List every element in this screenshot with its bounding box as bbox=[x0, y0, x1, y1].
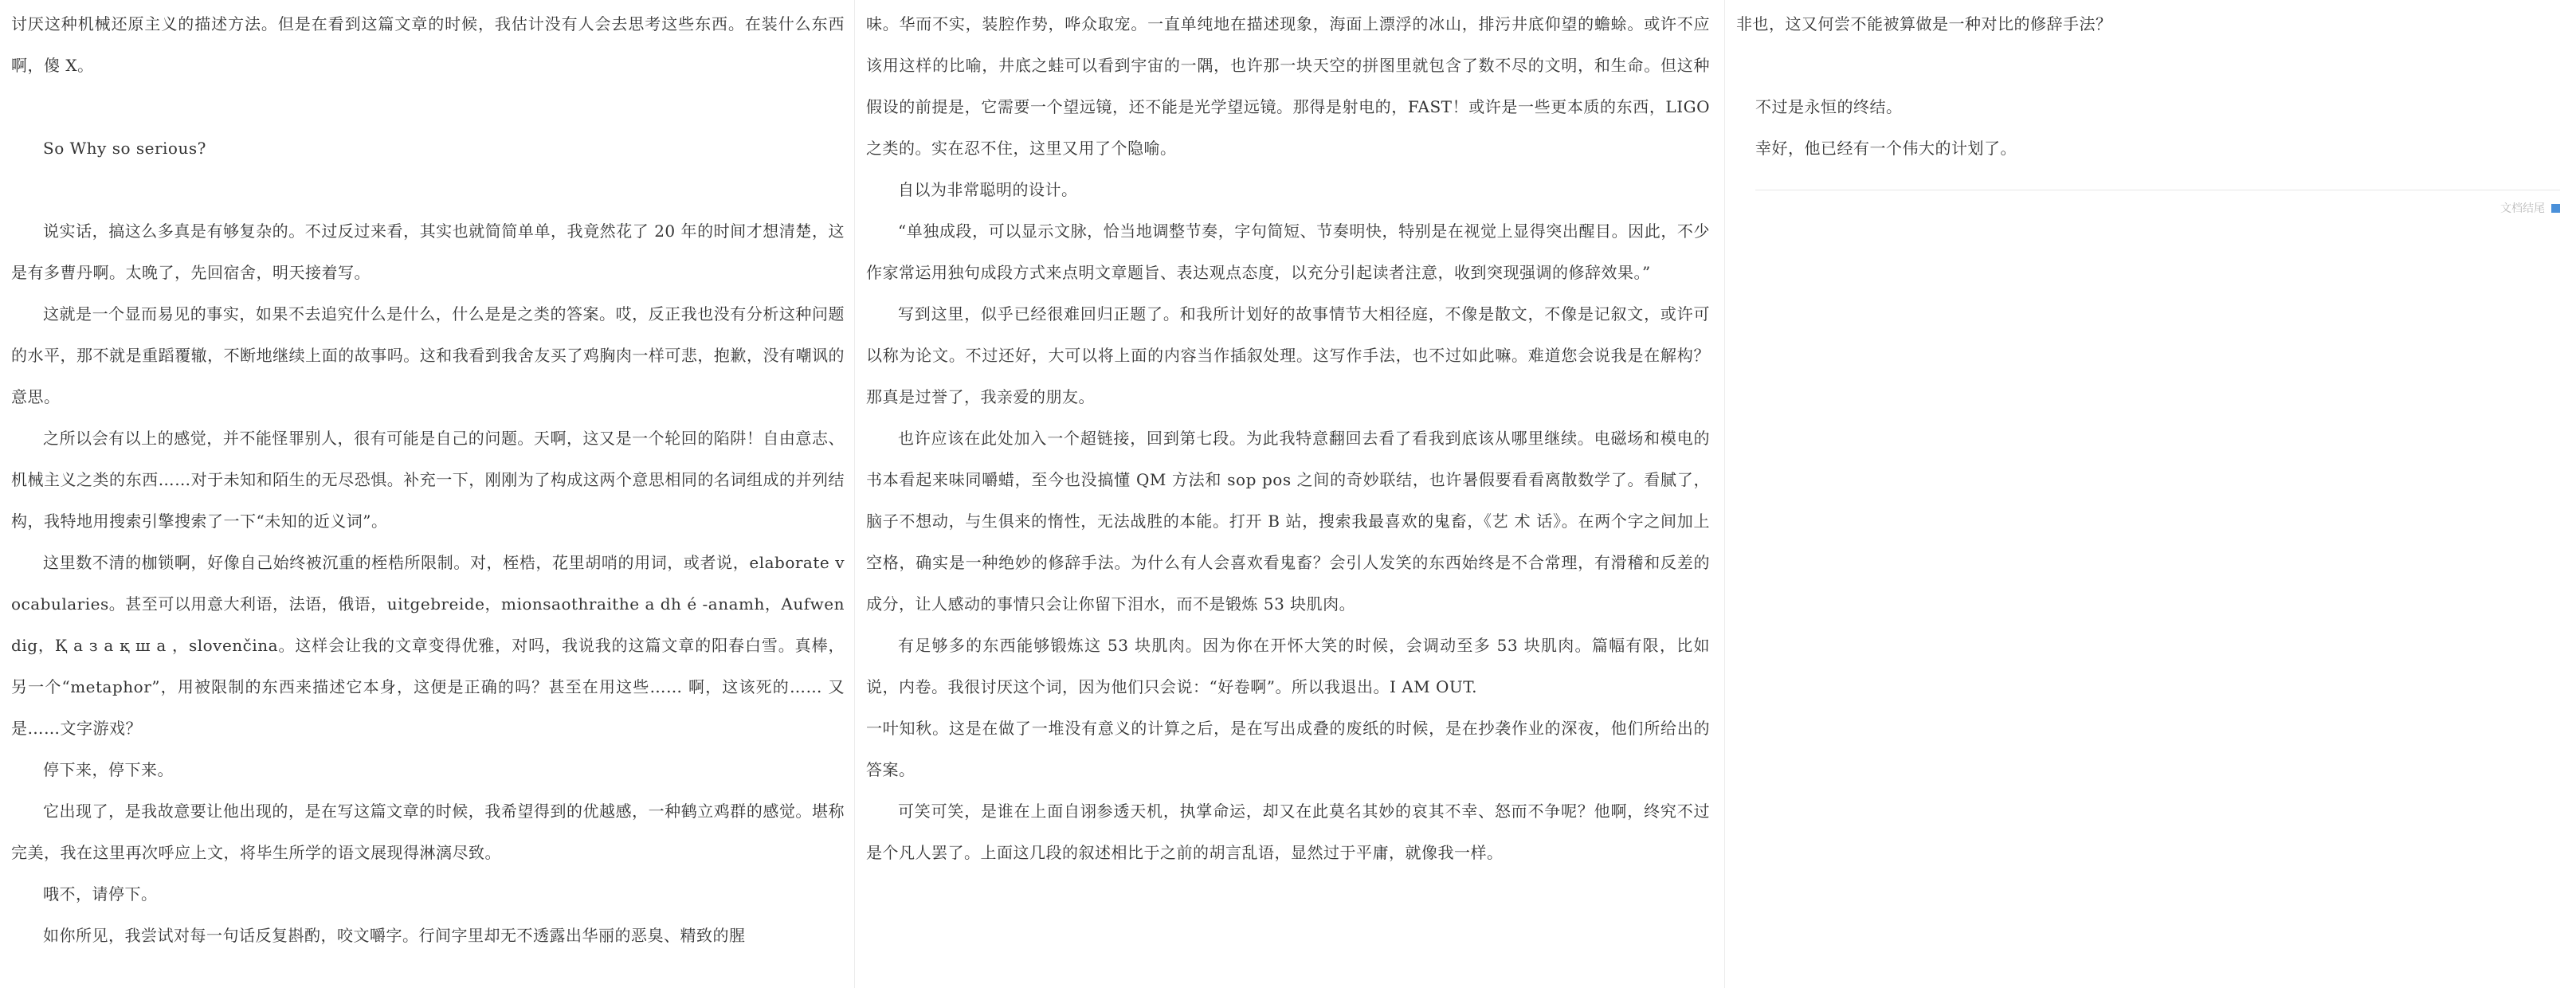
paragraph: 说实话，搞这么多真是有够复杂的。不过反过来看，其实也就简简单单，我竟然花了 20 年的时间才想清楚，这是有多曹丹啊。太晚了，先回宿舍，明天接着写。 bbox=[11, 222, 845, 282]
paragraph: 不过是永恒的终结。 bbox=[1755, 97, 1903, 116]
page-column-1 bbox=[0, 0, 854, 988]
paragraph: 这里数不清的枷锁啊，好像自己始终被沉重的桎梏所限制。对，桎梏，花里胡哨的用词，或者说，elaborate vocabularies。甚至可以用意大利语，法语，俄语，uitgebreide，mionsaothraithe a dh é -anamh，Aufwendig，Қ а з а қ ш а ，slovenčina。这样会让我的文章变得优雅，对吗，我说我的这篇文章的阳春白雪。真棒，另一个“metaphor”，用被限制的东西来描述它本身，这便是正确的吗？甚至在用这些…… 啊，这该死的…… 又是……文字游戏？ bbox=[11, 553, 845, 738]
paragraph: 它出现了，是我故意要让他出现的，是在写这篇文章的时候，我希望得到的优越感，一种鹤立鸡群的感觉。堪称完美，我在这里再次呼应上文，将毕生所学的语文展现得淋漓尽致。 bbox=[11, 802, 845, 862]
page-column-3 bbox=[1724, 0, 2576, 988]
end-label: 文档结尾 bbox=[2500, 202, 2545, 215]
paragraph: 哦不，请停下。 bbox=[43, 884, 158, 904]
paragraph: 有足够多的东西能够锻炼这 53 块肌肉。因为你在开怀大笑的时候，会调动至多 53 块肌肉。篇幅有限，比如说，内卷。我很讨厌这个词，因为他们只会说：“好卷啊”。所以我退出。I AM OUT. bbox=[866, 636, 1710, 696]
paragraph: “单独成段，可以显示文脉，恰当地调整节奏，字句简短、节奏明快，特别是在视觉上显得突出醒目。因此，不少作家常运用独句成段方式来点明文章题旨、表达观点态度，以充分引起读者注意，收到突现强调的修辞效果。” bbox=[866, 222, 1710, 282]
paragraph: 可笑可笑，是谁在上面自诩参透天机，执掌命运，却又在此莫名其妙的哀其不幸、怒而不争呢？他啊，终究不过是个凡人罢了。上面这几段的叙述相比于之前的胡言乱语，显然过于平庸，就像我一样。 bbox=[866, 802, 1710, 862]
page-column-2 bbox=[854, 0, 1724, 988]
paragraph: 讨厌这种机械还原主义的描述方法。但是在看到这篇文章的时候，我估计没有人会去思考这些东西。在装什么东西啊，傻 X。 bbox=[11, 14, 845, 75]
paragraph: 幸好，他已经有一个伟大的计划了。 bbox=[1755, 139, 2017, 158]
paragraph: 之所以会有以上的感觉，并不能怪罪别人，很有可能是自己的问题。天啊，这又是一个轮回的陷阱！自由意志、机械主义之类的东西……对于未知和陌生的无尽恐惧。补充一下，刚刚为了构成这两个意思相同的名词组成的并列结构，我特地用搜索引擎搜索了一下“未知的近义词”。 bbox=[11, 429, 845, 531]
paragraph: 味。华而不实，装腔作势，哗众取宠。一直单纯地在描述现象，海面上漂浮的冰山，排污井底仰望的蟾蜍。或许不应该用这样的比喻，井底之蛙可以看到宇宙的一隅，也许那一块天空的拼图里就包含了数不尽的文明，和生命。但这种假设的前提是，它需要一个望远镜，还不能是光学望远镜。那得是射电的，FAST！或许是一些更本质的东西，LIGO 之类的。实在忍不住，这里又用了个隐喻。 bbox=[866, 14, 1710, 158]
paragraph: 停下来，停下来。 bbox=[43, 760, 174, 779]
paragraph: 非也，这又何尝不能被算做是一种对比的修辞手法？ bbox=[1736, 14, 2112, 33]
paragraph: 这就是一个显而易见的事实，如果不去追究什么是什么，什么是是之类的答案。哎，反正我也没有分析这种问题的水平，那不就是重蹈覆辙，不断地继续上面的故事吗。这和我看到我舍友买了鸡胸肉一样可悲，抱歉，没有嘲讽的意思。 bbox=[11, 304, 845, 406]
paragraph: 如你所见，我尝试对每一句话反复斟酌，咬文嚼字。行间字里却无不透露出华丽的恶臭、精致的腥 bbox=[43, 926, 746, 945]
paragraph: 一叶知秋。这是在做了一堆没有意义的计算之后，是在写出成叠的废纸的时候，是在抄袭作业的深夜，他们所给出的答案。 bbox=[866, 719, 1710, 779]
document-end-marker bbox=[1755, 200, 2560, 216]
paragraph: So Why so serious? bbox=[43, 139, 206, 158]
paragraph: 写到这里，似乎已经很难回归正题了。和我所计划好的故事情节大相径庭，不像是散文，不像是记叙文，或许可以称为论文。不过还好，大可以将上面的内容当作插叙处理。这写作手法，也不过如此嘛。难道您会说我是在解构？那真是过誉了，我亲爱的朋友。 bbox=[866, 304, 1710, 406]
paragraph: 也许应该在此处加入一个超链接，回到第七段。为此我特意翻回去看了看我到底该从哪里继续。电磁场和模电的书本看起来味同嚼蜡，至今也没搞懂 QM 方法和 sop pos 之间的奇妙联结，也许暑假要看看离散数学了。看腻了，脑子不想动，与生俱来的惰性，无法战胜的本能。打开 B 站，搜索我最喜欢的鬼畜，《艺 术 话》。在两个字之间加上空格，确实是一种绝妙的修辞手法。为什么有人会喜欢看鬼畜？会引人发笑的东西始终是不合常理，有滑稽和反差的成分，让人感动的事情只会让你留下泪水，而不是锻炼 53 块肌肉。 bbox=[866, 429, 1710, 614]
end-square-icon bbox=[2551, 204, 2560, 213]
paragraph: 自以为非常聪明的设计。 bbox=[898, 180, 1078, 199]
